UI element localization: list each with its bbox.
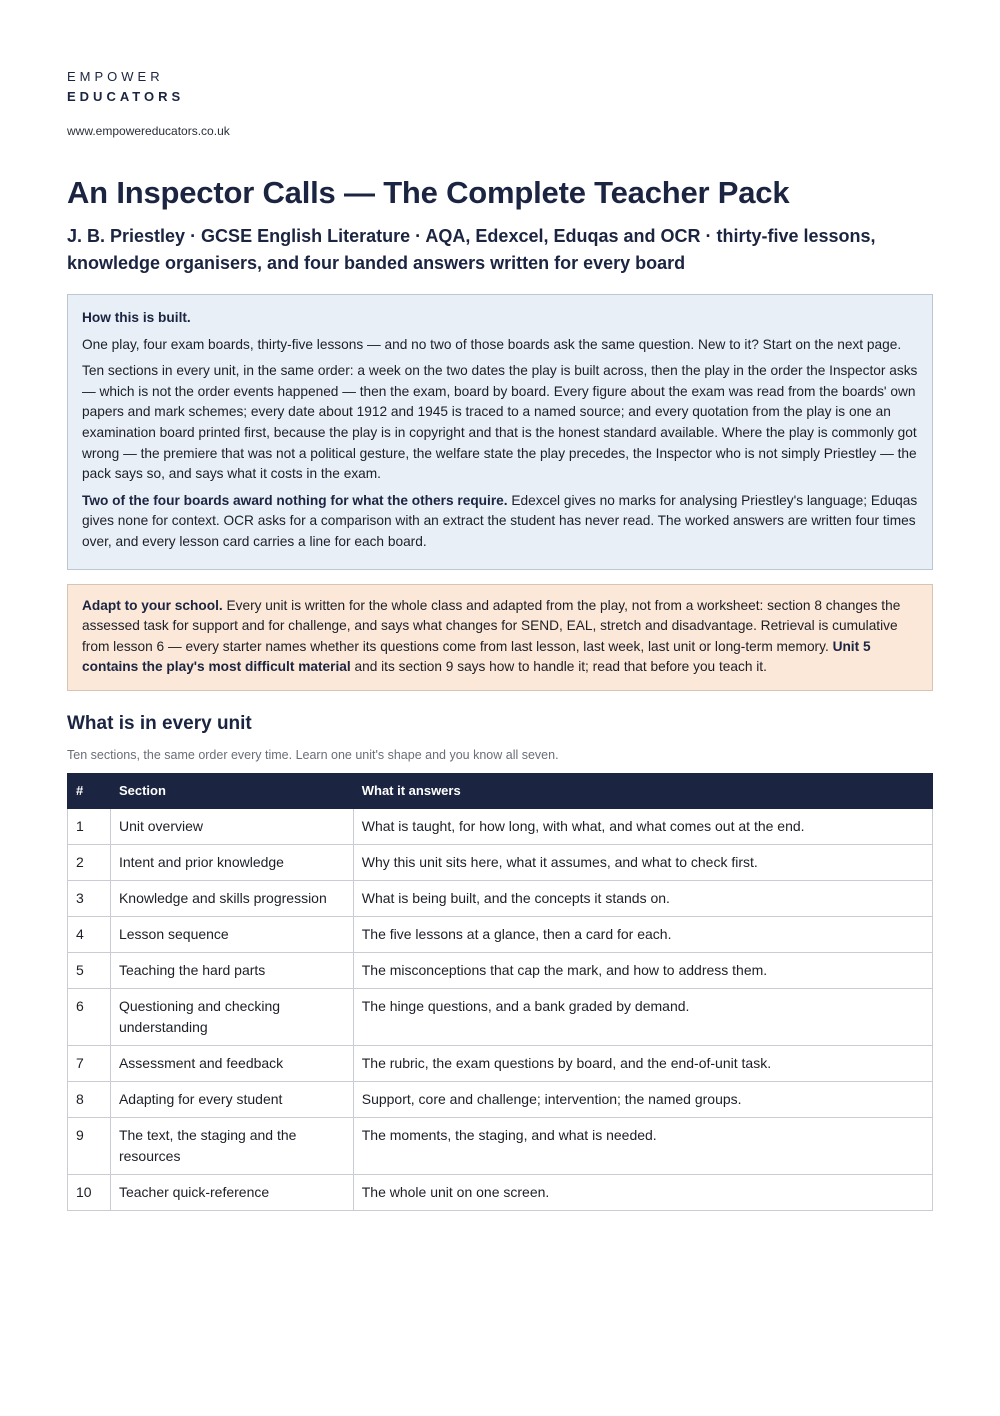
table-header-row	[68, 773, 933, 808]
row-section: Intent and prior knowledge	[110, 844, 353, 880]
row-answers: The misconceptions that cap the mark, and how to address them.	[353, 952, 932, 988]
table-row	[68, 1045, 933, 1081]
row-number: 3	[68, 880, 111, 916]
row-number: 8	[68, 1081, 111, 1117]
row-section: Unit overview	[110, 808, 353, 844]
row-number: 4	[68, 916, 111, 952]
units-table	[67, 773, 933, 1211]
table-row	[68, 808, 933, 844]
table-row	[68, 844, 933, 880]
row-section: Adapting for every student	[110, 1081, 353, 1117]
row-number: 2	[68, 844, 111, 880]
row-section: Questioning and checking understanding	[110, 988, 353, 1045]
row-answers: The rubric, the exam questions by board, and the end-of-unit task.	[353, 1045, 932, 1081]
units-heading: What is in every unit	[67, 712, 252, 734]
website-url[interactable]: www.empowereducators.co.uk	[67, 124, 230, 138]
row-answers: What is taught, for how long, with what, and what comes out at the end.	[353, 808, 932, 844]
boards-paragraph	[82, 491, 918, 553]
row-number: 5	[68, 952, 111, 988]
brand-name-line1: EMPOWER	[67, 69, 164, 84]
row-number: 7	[68, 1045, 111, 1081]
row-section: The text, the staging and the resources	[110, 1117, 353, 1174]
page-title: An Inspector Calls — The Complete Teacher Pack	[67, 175, 790, 210]
row-answers: Why this unit sits here, what it assumes, and what to check first.	[353, 844, 932, 880]
table-row	[68, 1117, 933, 1174]
unit5-warning: Unit 5 contains the play's most difficult material	[82, 638, 871, 675]
column-header-section: Section	[110, 773, 353, 808]
adapt-paragraph	[82, 596, 918, 678]
column-header-answers: What it answers	[353, 773, 932, 808]
how-built-label: How this is built.	[82, 310, 191, 325]
row-section: Knowledge and skills progression	[110, 880, 353, 916]
row-section: Teaching the hard parts	[110, 952, 353, 988]
row-section: Assessment and feedback	[110, 1045, 353, 1081]
row-answers: The five lessons at a glance, then a card for each.	[353, 916, 932, 952]
table-row	[68, 880, 933, 916]
row-answers: The moments, the staging, and what is needed.	[353, 1117, 932, 1174]
table-row	[68, 1174, 933, 1210]
row-section: Lesson sequence	[110, 916, 353, 952]
row-number: 9	[68, 1117, 111, 1174]
row-number: 1	[68, 808, 111, 844]
how-built-sections-paragraph: Ten sections in every unit, in the same order: a week on the two dates the play is built across, then the play in the order the Inspector asks — which is not the order events happened — then the exam, board by board. Every figure about the exam was read from the boards' own papers and mark schemes; every date about 1912 and 1945 is traced to a named source; and every quotation from the play is one an examination board printed first, because the play is in copyright and that is the honest standard available. Where the play is commonly got wrong — the premiere that was not a political gesture, the welfare state the play precedes, the Inspector who is not simply Priestley — the pack says so, and says what it costs in the exam.	[82, 363, 918, 482]
boards-paragraph-lead: Two of the four boards award nothing for what the others require.	[82, 492, 508, 508]
brand-logo	[67, 68, 933, 106]
row-answers: The whole unit on one screen.	[353, 1174, 932, 1210]
adapt-label: Adapt to your school.	[82, 597, 223, 613]
how-built-callout	[67, 294, 933, 570]
column-header-number: #	[68, 773, 111, 808]
row-number: 6	[68, 988, 111, 1045]
row-answers: What is being built, and the concepts it stands on.	[353, 880, 932, 916]
boards-paragraph-text: Edexcel gives no marks for analysing Priestley's language; Eduqas gives none for context. OCR asks for a comparison with an extract the student has never read. The worked answers are written four times over, and every lesson card carries a line for each board.	[82, 492, 918, 549]
row-section: Teacher quick-reference	[110, 1174, 353, 1210]
adapt-text: Every unit is written for the whole class and adapted from the play, not from a worksheet: section 8 changes the assessed task for support and for challenge, and says what changes for SEND, EAL, stretch and disadvantage. Retrieval is cumulative from lesson 6 — every starter names whether its questions come from last lesson, last week, last unit or long-term memory.	[82, 597, 901, 654]
row-number: 10	[68, 1174, 111, 1210]
table-row	[68, 988, 933, 1045]
adapt-callout	[67, 584, 933, 691]
table-row	[68, 916, 933, 952]
units-subheading: Ten sections, the same order every time. Learn one unit's shape and you know all seven.	[67, 747, 559, 762]
table-row	[68, 952, 933, 988]
page-subtitle: J. B. Priestley · GCSE English Literature · AQA, Edexcel, Eduqas and OCR · thirty-five lessons, knowledge organisers, and four banded answers written for every board	[67, 226, 876, 273]
adapt-text-end: and its section 9 says how to handle it; read that before you teach it.	[350, 659, 767, 675]
how-built-intro: One play, four exam boards, thirty-five lessons — and no two of those boards ask the same question. New to it? Start on the next page.	[82, 336, 902, 352]
table-row	[68, 1081, 933, 1117]
brand-name-line2: EDUCATORS	[67, 89, 185, 104]
row-answers: The hinge questions, and a bank graded by demand.	[353, 988, 932, 1045]
row-answers: Support, core and challenge; intervention; the named groups.	[353, 1081, 932, 1117]
